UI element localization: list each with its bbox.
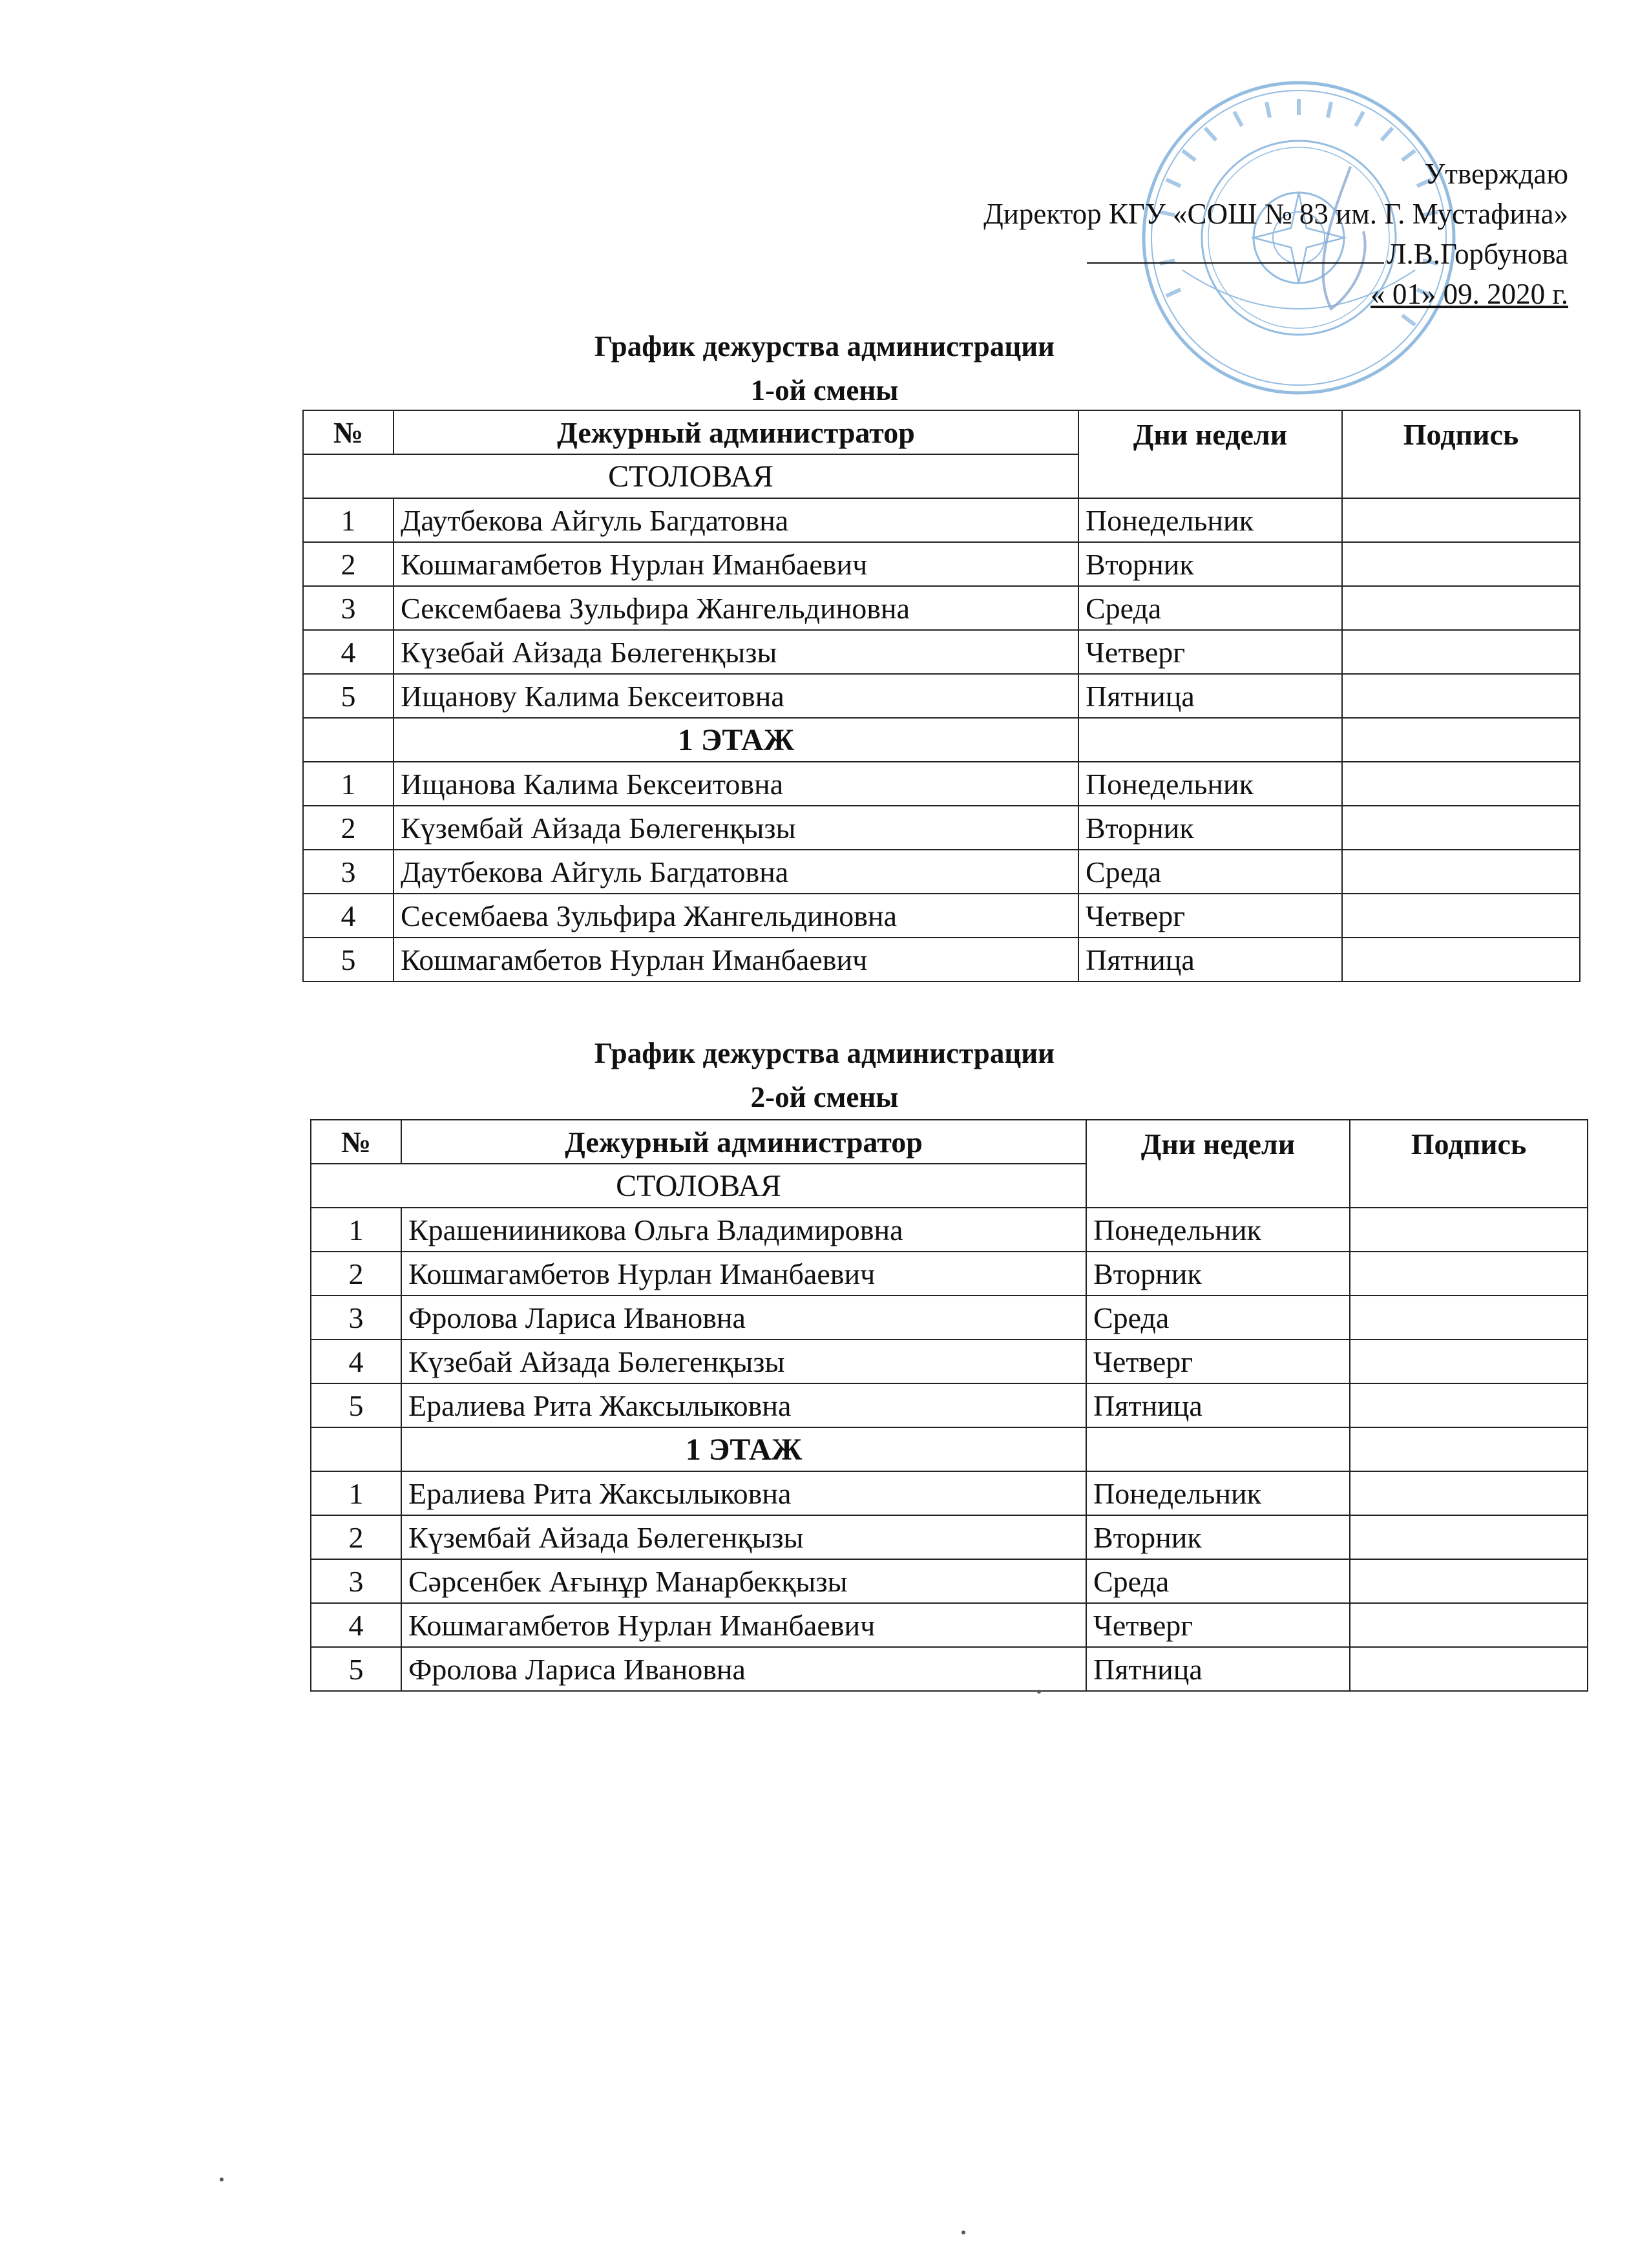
table-row bbox=[303, 850, 1580, 894]
row-name: Кошмагамбетов Нурлан Иманбаевич bbox=[394, 938, 1078, 982]
row-signature bbox=[1350, 1383, 1588, 1427]
section-blank-cell bbox=[1086, 1427, 1350, 1471]
schedule-2-table bbox=[310, 1119, 1588, 1692]
section-blank-cell bbox=[303, 718, 394, 762]
section-canteen: СТОЛОВАЯ bbox=[303, 454, 1078, 498]
row-name: Фролова Лариса Ивановна bbox=[401, 1647, 1086, 1691]
row-name: Кошмагамбетов Нурлан Иманбаевич bbox=[394, 542, 1078, 586]
row-name: Күзебай Айзада Бөлегенқызы bbox=[401, 1339, 1086, 1383]
row-day: Среда bbox=[1078, 850, 1342, 894]
row-day: Пятница bbox=[1078, 674, 1342, 718]
row-day: Четверг bbox=[1078, 630, 1342, 674]
row-name: Күзембай Айзада Бөлегенқызы bbox=[401, 1515, 1086, 1559]
table-row bbox=[303, 894, 1580, 938]
row-signature bbox=[1350, 1296, 1588, 1339]
row-name: Сексембаева Зульфира Жангельдиновна bbox=[394, 586, 1078, 630]
schedule-1-subtitle: 1-ой смены bbox=[750, 374, 899, 406]
table-row bbox=[311, 1208, 1588, 1252]
row-signature bbox=[1342, 762, 1580, 806]
row-name: Күзебай Айзада Бөлегенқызы bbox=[394, 630, 1078, 674]
header-days: Дни недели bbox=[1078, 410, 1342, 498]
row-name: Фролова Лариса Ивановна bbox=[401, 1296, 1086, 1339]
header-days: Дни недели bbox=[1086, 1120, 1350, 1208]
table-row bbox=[311, 1515, 1588, 1559]
table-row bbox=[303, 630, 1580, 674]
section-floor-1: 1 ЭТАЖ bbox=[394, 718, 1078, 762]
row-num: 3 bbox=[311, 1559, 401, 1603]
section-floor-1: 1 ЭТАЖ bbox=[401, 1427, 1086, 1471]
section-row bbox=[303, 718, 1580, 762]
row-num: 1 bbox=[303, 762, 394, 806]
row-signature bbox=[1350, 1603, 1588, 1647]
table-row bbox=[311, 1647, 1588, 1691]
table-row bbox=[303, 542, 1580, 586]
row-signature bbox=[1342, 586, 1580, 630]
row-day: Пятница bbox=[1078, 938, 1342, 982]
row-day: Понедельник bbox=[1078, 762, 1342, 806]
header-admin: Дежурный администратор bbox=[394, 410, 1078, 454]
table-header-row bbox=[311, 1120, 1588, 1164]
table-header-row bbox=[303, 410, 1580, 454]
row-name: Сесембаева Зульфира Жангельдиновна bbox=[394, 894, 1078, 938]
row-num: 4 bbox=[311, 1339, 401, 1383]
schedule-2-subtitle: 2-ой смены bbox=[750, 1081, 899, 1113]
row-signature bbox=[1342, 630, 1580, 674]
row-signature bbox=[1342, 938, 1580, 982]
approval-director: Директор КГУ «СОШ № 83 им. Г. Мустафина» bbox=[983, 198, 1568, 230]
row-signature bbox=[1350, 1515, 1588, 1559]
table-row bbox=[303, 498, 1580, 542]
row-day: Среда bbox=[1086, 1559, 1350, 1603]
row-name: Ералиева Рита Жаксылыковна bbox=[401, 1471, 1086, 1515]
approval-block bbox=[983, 154, 1568, 314]
table-row bbox=[303, 806, 1580, 850]
table-row bbox=[303, 938, 1580, 982]
header-sign: Подпись bbox=[1342, 410, 1580, 498]
schedule-2-title: График дежурства администрации bbox=[594, 1037, 1055, 1069]
row-num: 2 bbox=[303, 806, 394, 850]
row-name: Ищанова Калима Бексеитовна bbox=[394, 762, 1078, 806]
row-num: 5 bbox=[311, 1383, 401, 1427]
table-row bbox=[311, 1471, 1588, 1515]
row-name: Даутбекова Айгуль Багдатовна bbox=[394, 498, 1078, 542]
table-row bbox=[311, 1296, 1588, 1339]
row-num: 4 bbox=[311, 1603, 401, 1647]
row-name: Кошмагамбетов Нурлан Иманбаевич bbox=[401, 1603, 1086, 1647]
row-num: 1 bbox=[303, 498, 394, 542]
row-day: Среда bbox=[1078, 586, 1342, 630]
row-signature bbox=[1342, 806, 1580, 850]
header-sign: Подпись bbox=[1350, 1120, 1588, 1208]
approval-name: Л.В.Горбунова bbox=[1387, 238, 1568, 270]
row-day: Четверг bbox=[1086, 1603, 1350, 1647]
approval-signature-line bbox=[983, 234, 1568, 274]
approval-date: « 01» 09. 2020 г. bbox=[1371, 278, 1568, 310]
table-row bbox=[311, 1339, 1588, 1383]
row-num: 4 bbox=[303, 630, 394, 674]
row-signature bbox=[1342, 894, 1580, 938]
scan-speck bbox=[961, 2231, 965, 2234]
scan-speck bbox=[1037, 1690, 1041, 1694]
table-row bbox=[303, 586, 1580, 630]
row-signature bbox=[1350, 1252, 1588, 1296]
row-day: Четверг bbox=[1078, 894, 1342, 938]
section-row bbox=[311, 1427, 1588, 1471]
row-name: Ищанову Калима Бексеитовна bbox=[394, 674, 1078, 718]
row-num: 2 bbox=[311, 1515, 401, 1559]
row-signature bbox=[1342, 850, 1580, 894]
row-signature bbox=[1350, 1559, 1588, 1603]
row-num: 5 bbox=[311, 1647, 401, 1691]
row-day: Понедельник bbox=[1078, 498, 1342, 542]
row-name: Крашенииникова Ольга Владимировна bbox=[401, 1208, 1086, 1252]
header-admin: Дежурный администратор bbox=[401, 1120, 1086, 1164]
row-day: Вторник bbox=[1086, 1515, 1350, 1559]
row-num: 3 bbox=[303, 850, 394, 894]
row-signature bbox=[1342, 674, 1580, 718]
signature-blank bbox=[1087, 236, 1384, 264]
row-num: 5 bbox=[303, 674, 394, 718]
table-row bbox=[311, 1252, 1588, 1296]
row-name: Кошмагамбетов Нурлан Иманбаевич bbox=[401, 1252, 1086, 1296]
table-row bbox=[303, 674, 1580, 718]
table-row bbox=[311, 1559, 1588, 1603]
row-day: Среда bbox=[1086, 1296, 1350, 1339]
section-canteen: СТОЛОВАЯ bbox=[311, 1164, 1086, 1208]
header-num: № bbox=[303, 410, 394, 454]
row-day: Понедельник bbox=[1086, 1208, 1350, 1252]
row-day: Четверг bbox=[1086, 1339, 1350, 1383]
row-num: 1 bbox=[311, 1208, 401, 1252]
row-day: Понедельник bbox=[1086, 1471, 1350, 1515]
approval-label: Утверждаю bbox=[1424, 158, 1568, 190]
section-blank-cell bbox=[1342, 718, 1580, 762]
row-signature bbox=[1342, 542, 1580, 586]
row-day: Вторник bbox=[1078, 542, 1342, 586]
row-num: 2 bbox=[303, 542, 394, 586]
row-signature bbox=[1350, 1647, 1588, 1691]
row-name: Күзембай Айзада Бөлегенқызы bbox=[394, 806, 1078, 850]
table-row bbox=[303, 762, 1580, 806]
row-name: Ералиева Рита Жаксылыковна bbox=[401, 1383, 1086, 1427]
row-name: Сәрсенбек Ағынұр Манарбекқызы bbox=[401, 1559, 1086, 1603]
section-blank-cell bbox=[1350, 1427, 1588, 1471]
row-signature bbox=[1342, 498, 1580, 542]
row-day: Вторник bbox=[1086, 1252, 1350, 1296]
row-name: Даутбекова Айгуль Багдатовна bbox=[394, 850, 1078, 894]
table-row bbox=[311, 1383, 1588, 1427]
scan-speck bbox=[220, 2178, 224, 2181]
row-num: 4 bbox=[303, 894, 394, 938]
row-signature bbox=[1350, 1471, 1588, 1515]
section-blank-cell bbox=[311, 1427, 401, 1471]
row-signature bbox=[1350, 1208, 1588, 1252]
row-num: 1 bbox=[311, 1471, 401, 1515]
row-signature bbox=[1350, 1339, 1588, 1383]
table-row bbox=[311, 1603, 1588, 1647]
row-day: Вторник bbox=[1078, 806, 1342, 850]
row-day: Пятница bbox=[1086, 1647, 1350, 1691]
schedule-1-title: График дежурства администрации bbox=[594, 330, 1055, 362]
row-num: 3 bbox=[311, 1296, 401, 1339]
row-num: 2 bbox=[311, 1252, 401, 1296]
header-num: № bbox=[311, 1120, 401, 1164]
section-blank-cell bbox=[1078, 718, 1342, 762]
row-day: Пятница bbox=[1086, 1383, 1350, 1427]
schedule-1-table bbox=[302, 410, 1581, 982]
row-num: 3 bbox=[303, 586, 394, 630]
row-num: 5 bbox=[303, 938, 394, 982]
